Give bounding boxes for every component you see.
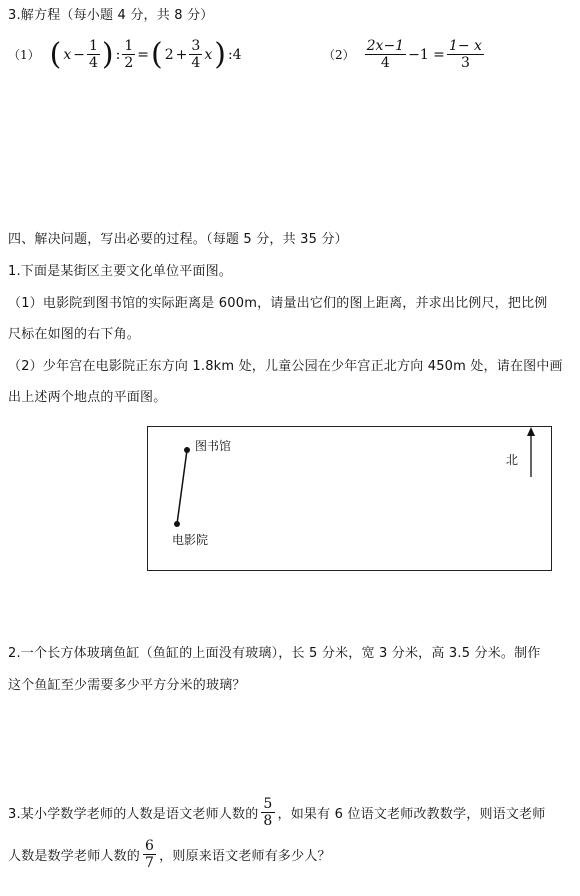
north-arrow-icon	[527, 427, 535, 436]
plus-sign: +	[175, 46, 188, 63]
minus-one-equals: −1 =	[408, 46, 445, 63]
fraction-six-sevenths: $\frac{6}{7}$	[145, 838, 155, 871]
open-paren-rhs: (	[151, 36, 163, 72]
q1-title: 1.下面是某街区主要文化单位平面图。	[8, 264, 233, 279]
equation-2-label: （2）	[323, 48, 355, 62]
q3-line1-text-b: ，如果有 6 位语文老师改教数学，则语文老师	[277, 807, 546, 822]
q1-part1-line2: 尺标在如图的右下角。	[8, 327, 141, 342]
cinema-label: 电影院	[172, 533, 209, 547]
fraction-three-quarters: $\frac{3}{4}$	[191, 38, 201, 71]
library-label: 图书馆	[195, 439, 232, 453]
equation-2	[323, 38, 484, 71]
q3-line2-text-b: ，则原来语文老师有多少人？	[159, 849, 331, 864]
library-cinema-segment	[177, 450, 187, 524]
north-label: 北	[506, 453, 519, 467]
fraction-five-eighths: $\frac{5}{8}$	[263, 796, 273, 829]
fraction-2x-minus-1-over-4: $\frac{2x-1}{4}$	[366, 38, 405, 71]
fraction-one-quarter: $\frac{1}{4}$	[89, 38, 98, 71]
minus-sign: −	[73, 46, 85, 63]
q2-line2: 这个鱼缸至少需要多少平方分米的玻璃？	[8, 678, 246, 693]
variable-x: x	[63, 46, 72, 63]
q3-line2	[8, 838, 331, 871]
close-paren-rhs: )	[214, 36, 226, 72]
library-point	[184, 447, 190, 453]
equals-sign: =	[137, 46, 150, 63]
q3-line1	[8, 796, 545, 829]
fraction-one-half: $\frac{1}{2}$	[124, 38, 134, 71]
q1-part1-line1: （1）电影院到图书馆的实际距离是 600m，请量出它们的图上距离，并求出比例尺，把比例	[8, 296, 548, 311]
cinema-point	[174, 521, 180, 527]
close-paren: )	[101, 36, 114, 72]
fraction-1-minus-x-over-3: $\frac{1- x}{3}$	[448, 38, 482, 71]
section3-heading: 3.解方程（每小题 4 分，共 8 分）	[8, 8, 214, 23]
equation-1-label: （1）	[8, 48, 40, 62]
ratio-four: :4	[227, 46, 242, 63]
open-paren: (	[49, 36, 62, 72]
ratio-sign: :	[115, 46, 121, 63]
q1-part2-line1: （2）少年宫在电影院正东方向 1.8km 处，儿童公园在少年宫正北方向 450m 处，请在图中画	[8, 359, 563, 374]
q3-line1-text-a: 3.某小学数学老师的人数是语文老师人数的	[8, 807, 259, 822]
constant-two: 2	[164, 46, 174, 63]
equation-1	[8, 38, 242, 71]
variable-x-rhs: x	[204, 46, 213, 63]
q1-part2-line2: 出上述两个地点的平面图。	[8, 390, 167, 405]
q3-line2-text-a: 人数是数学老师人数的	[8, 849, 141, 864]
q2-line1: 2.一个长方体玻璃鱼缸（鱼缸的上面没有玻璃），长 5 分米，宽 3 分米，高 3.5 分米。制作	[8, 646, 541, 661]
street-map	[147, 426, 552, 571]
section4-heading: 四、解决问题，写出必要的过程。（每题 5 分，共 35 分）	[8, 232, 348, 247]
